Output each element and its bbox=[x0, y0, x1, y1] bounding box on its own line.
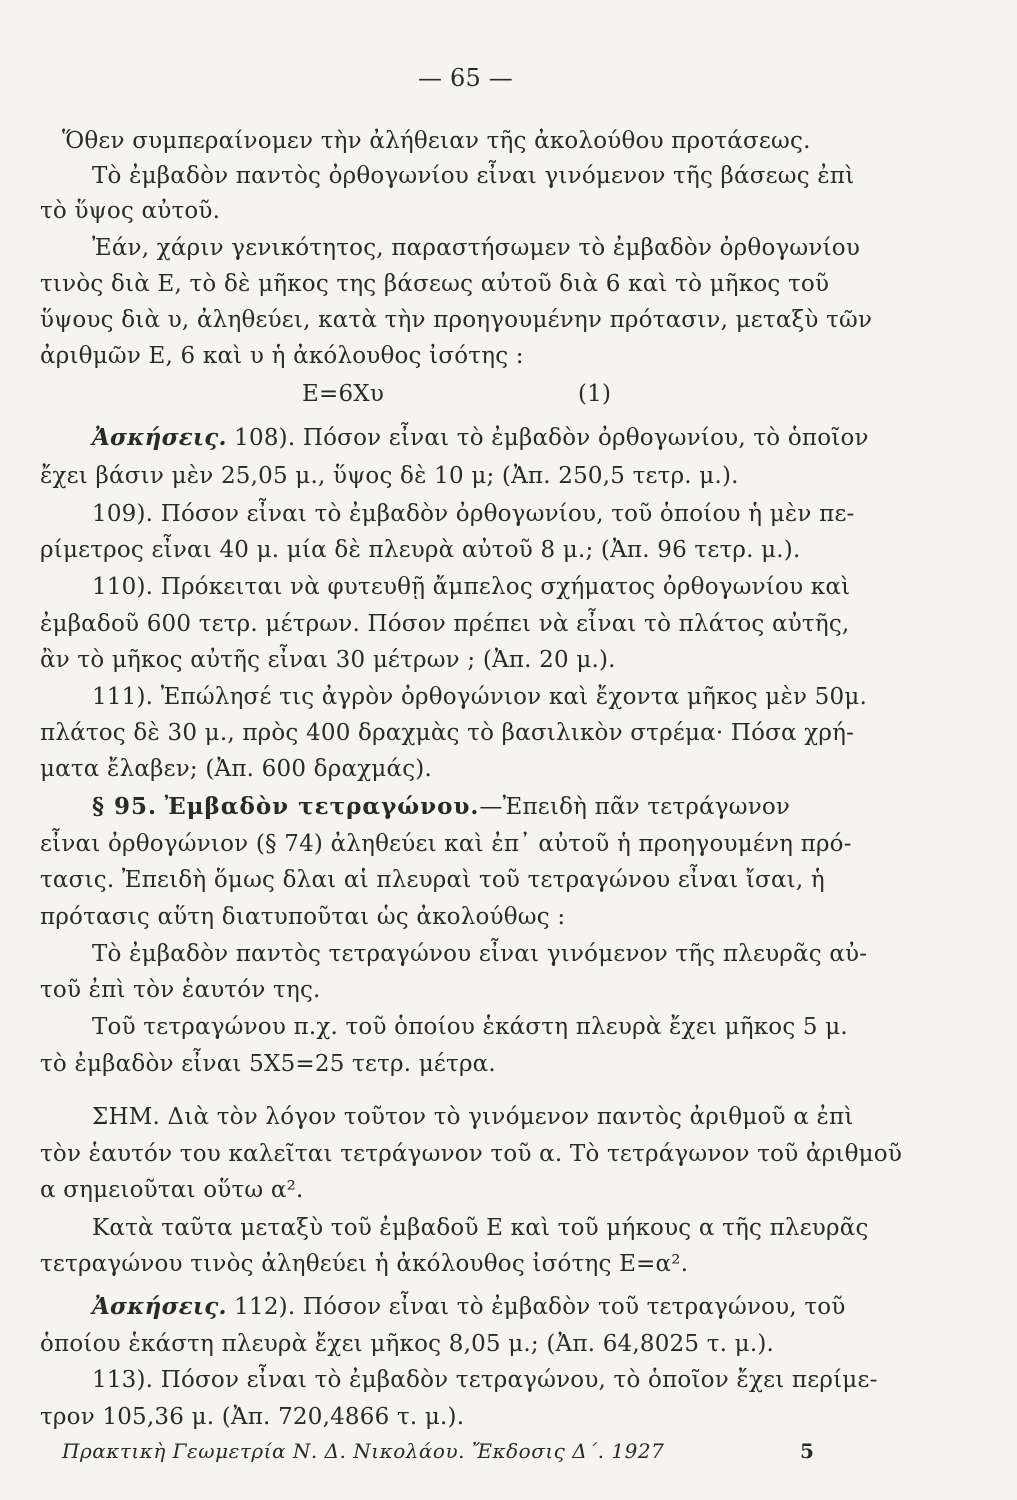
text-line: τασις. Ἐπειδὴ ὅμως δλαι αἱ πλευραὶ τοῦ τετραγώνου εἶναι ἴσαι, ἡ bbox=[40, 867, 825, 893]
text-line: τετραγώνου τινὸς ἀληθεύει ἡ ἀκόλουθος ἰσότης Ε=α². bbox=[40, 1251, 689, 1277]
text-line: Τοῦ τετραγώνου π.χ. τοῦ ὁποίου ἑκάστη πλευρὰ ἔχει μῆκος 5 μ. bbox=[92, 1014, 848, 1040]
exercise-line: ἐμβαδοῦ 600 τετρ. μέτρων. Πόσον πρέπει νὰ εἶναι τὸ πλάτος αὐτῆς, bbox=[40, 611, 850, 637]
text-line: τοῦ ἐπὶ τὸν ἑαυτόν της. bbox=[40, 977, 321, 1003]
text-line: τὸ ὕψος αὐτοῦ. bbox=[40, 198, 221, 224]
text-line: ἀριθμῶν Ε, 6 καὶ υ ἡ ἀκόλουθος ἰσότης : bbox=[40, 343, 524, 369]
exercise-line: 111). Ἐπώλησέ τις ἀγρὸν ὀρθογώνιον καὶ ἔχοντα μῆκος μὲν 50μ. bbox=[92, 684, 868, 710]
text-line: τὸν ἑαυτόν του καλεῖται τετράγωνον τοῦ α. Τὸ τετράγωνον τοῦ ἀριθμοῦ bbox=[40, 1141, 903, 1167]
exercise-line: τρον 105,36 μ. (Ἀπ. 720,4866 τ. μ.). bbox=[40, 1404, 465, 1430]
text-line: πρότασις αὕτη διατυποῦται ὡς ἀκολούθως : bbox=[40, 904, 566, 930]
text-line: ὕψους διὰ υ, ἀληθεύει, κατὰ τὴν προηγουμένην πρότασιν, μεταξὺ τῶν bbox=[40, 307, 873, 333]
section-number: § 95. bbox=[92, 793, 158, 820]
footer-signature: 5 bbox=[800, 1439, 815, 1463]
section-text: —Ἐπειδὴ πᾶν τετράγωνον bbox=[479, 794, 791, 820]
exercises-heading: Ἀσκήσεις. bbox=[92, 424, 227, 451]
exercise-line: πλάτος δὲ 30 μ., πρὸς 400 δραχμὰς τὸ βασιλικὸν στρέμα· Πόσα χρή- bbox=[40, 720, 855, 746]
exercise-text: 108). Πόσον εἶναι τὸ ἐμβαδὸν ὀρθογωνίου, τὸ ὁποῖον bbox=[226, 425, 869, 451]
footer-title: Πρακτικὴ Γεωμετρία Ν. Δ. Νικολάου. Ἔκδοσις Δ΄. 1927 bbox=[62, 1439, 665, 1463]
exercise-line: ἔχει βάσιν μὲν 25,05 μ., ὕψος δὲ 10 μ; (Ἀπ. 250,5 τετρ. μ.). bbox=[40, 463, 739, 489]
exercise-text: 112). Πόσον εἶναι τὸ ἐμβαδὸν τοῦ τετραγώνου, τοῦ bbox=[226, 1294, 846, 1320]
section-title: Ἐμβαδὸν τετραγώνου. bbox=[164, 793, 480, 820]
exercise-line bbox=[92, 424, 869, 452]
page-number: — 65 — bbox=[418, 64, 513, 92]
text-line: ΣΗΜ. Διὰ τὸν λόγον τοῦτον τὸ γινόμενον παντὸς ἀριθμοῦ α ἐπὶ bbox=[92, 1104, 854, 1130]
formula-expression: Ε=6Χυ bbox=[302, 381, 385, 407]
exercise-line: 109). Πόσον εἶναι τὸ ἐμβαδὸν ὀρθογωνίου, τοῦ ὁποίου ἡ μὲν πε- bbox=[92, 501, 855, 527]
text-line: Κατὰ ταῦτα μεταξὺ τοῦ ἐμβαδοῦ Ε καὶ τοῦ μήκους α τῆς πλευρᾶς bbox=[92, 1215, 869, 1241]
exercise-line: ἂν τὸ μῆκος αὐτῆς εἶναι 30 μέτρων ; (Ἀπ. 20 μ.). bbox=[40, 647, 616, 673]
exercise-line: ὁποίου ἑκάστη πλευρὰ ἔχει μῆκος 8,05 μ.; (Ἀπ. 64,8025 τ. μ.). bbox=[40, 1331, 775, 1357]
text-line: Ὅθεν συμπεραίνομεν τὴν ἀλήθειαν τῆς ἀκολούθου προτάσεως. bbox=[62, 128, 811, 154]
text-line: α σημειοῦται οὕτω α². bbox=[40, 1177, 304, 1203]
exercise-line bbox=[92, 1293, 846, 1321]
exercises-heading: Ἀσκήσεις. bbox=[92, 1293, 227, 1320]
text-line: Τὸ ἐμβαδὸν παντὸς τετραγώνου εἶναι γινόμενον τῆς πλευρᾶς αὐ- bbox=[92, 941, 868, 967]
text-line: εἶναι ὀρθογώνιον (§ 74) ἀληθεύει καὶ ἐπ᾽ αὐτοῦ ἡ προηγουμένη πρό- bbox=[40, 831, 852, 857]
exercise-line: ματα ἔλαβεν; (Ἀπ. 600 δραχμάς). bbox=[40, 756, 432, 782]
text-line: τὸ ἐμβαδὸν εἶναι 5Χ5=25 τετρ. μέτρα. bbox=[40, 1051, 496, 1077]
section-heading-line bbox=[92, 793, 790, 821]
formula-label: (1) bbox=[578, 381, 612, 407]
exercise-line: 110). Πρόκειται νὰ φυτευθῇ ἄμπελος σχήματος ὀρθογωνίου καὶ bbox=[92, 574, 851, 600]
exercise-line: 113). Πόσον εἶναι τὸ ἐμβαδὸν τετραγώνου, τὸ ὁποῖον ἔχει περίμε- bbox=[92, 1367, 878, 1393]
text-line: Ἐάν, χάριν γενικότητος, παραστήσωμεν τὸ ἐμβαδὸν ὀρθογωνίου bbox=[92, 235, 861, 261]
exercise-line: ρίμετρος εἶναι 40 μ. μία δὲ πλευρὰ αὐτοῦ 8 μ.; (Ἀπ. 96 τετρ. μ.). bbox=[40, 537, 801, 563]
text-line: τινὸς διὰ Ε, τὸ δὲ μῆκος της βάσεως αὐτοῦ διὰ 6 καὶ τὸ μῆκος τοῦ bbox=[40, 271, 830, 297]
text-line: Τὸ ἐμβαδὸν παντὸς ὀρθογωνίου εἶναι γινόμενον τῆς βάσεως ἐπὶ bbox=[92, 163, 855, 189]
